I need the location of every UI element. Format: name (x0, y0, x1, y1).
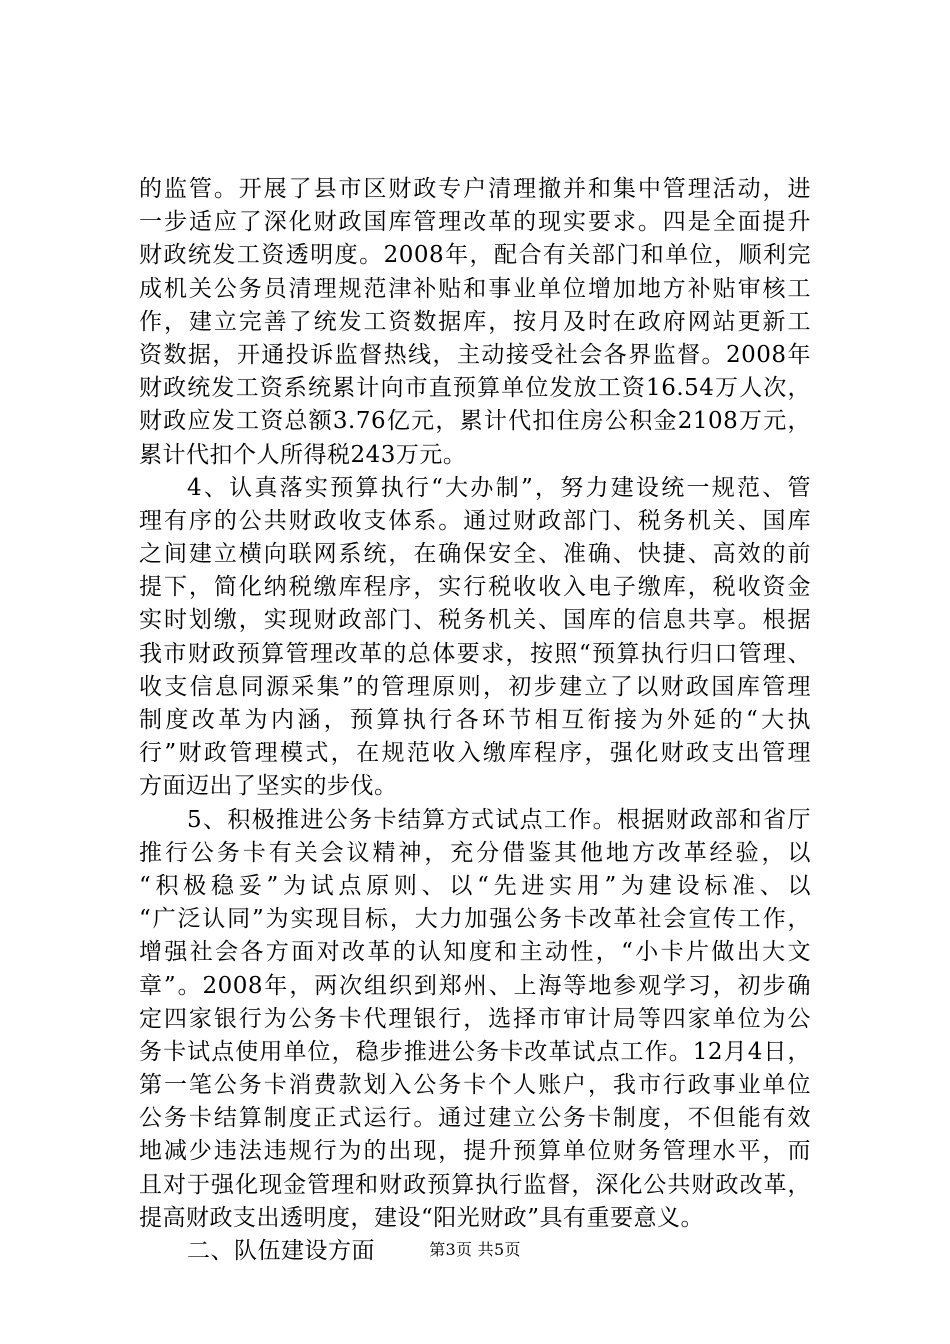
text-line: 资数据，开通投诉监督热线，主动接受社会各界监督。2008年 (139, 341, 811, 368)
text-line: 第一笔公务卡消费款划入公务卡个人账户，我市行政事业单位 (139, 1072, 811, 1099)
text-line: 方面迈出了坚实的步伐。 (139, 773, 398, 800)
page-footer (0, 1240, 950, 1260)
section-heading: 二、队伍建设方面 (187, 1238, 375, 1264)
text-line: 财政应发工资总额3.76亿元，累计代扣住房公积金2108万元， (139, 408, 811, 435)
text-line: 章”。2008年，两次组织到郑州、上海等地参观学习，初步确 (139, 972, 811, 999)
page-number: 第3页 共5页 (429, 1240, 521, 1259)
document-body (139, 173, 811, 1268)
text-line: 行”财政管理模式，在规范收入缴库程序，强化财政支出管理 (139, 740, 811, 767)
text-line: 且对于强化现金管理和财政预算执行监督，深化公共财政改革， (139, 1171, 811, 1198)
text-line: 累计代扣个人所得税243万元。 (139, 441, 467, 468)
text-line: “积极稳妥”为试点原则、以“先进实用”为建设标准、以 (139, 872, 811, 899)
text-line: 一步适应了深化财政国库管理改革的现实要求。四是全面提升 (139, 209, 811, 236)
text-line: 推行公务卡有关会议精神，充分借鉴其他地方改革经验，以 (139, 839, 811, 866)
text-line: 务卡试点使用单位，稳步推进公务卡改革试点工作。12月4日， (139, 1038, 811, 1065)
text-line: 成机关公务员清理规范津补贴和事业单位增加地方补贴审核工 (139, 275, 811, 302)
text-line: 的监管。开展了县市区财政专户清理撤并和集中管理活动，进 (139, 176, 811, 202)
paragraph-5-start: 5、积极推进公务卡结算方式试点工作。根据财政部和省厅 (187, 806, 811, 833)
text-line: 地减少违法违规行为的出现，提升预算单位财务管理水平，而 (139, 1138, 811, 1165)
text-line: 实时划缴，实现财政部门、税务机关、国库的信息共享。根据 (139, 607, 811, 634)
text-line: 财政统发工资系统累计向市直预算单位发放工资16.54万人次， (139, 375, 811, 402)
text-line: 增强社会各方面对改革的认知度和主动性，“小卡片做出大文 (139, 939, 811, 966)
text-line: “广泛认同”为实现目标，大力加强公务卡改革社会宣传工作， (139, 906, 811, 933)
text-line: 收支信息同源采集”的管理原则，初步建立了以财政国库管理 (139, 673, 811, 700)
text-line: 提下，简化纳税缴库程序，实行税收收入电子缴库，税收资金 (139, 574, 811, 601)
text-line: 制度改革为内涵，预算执行各环节相互衔接为外延的“大执 (139, 707, 811, 733)
text-line: 我市财政预算管理改革的总体要求，按照“预算执行归口管理、 (139, 640, 811, 667)
text-line: 公务卡结算制度正式运行。通过建立公务卡制度，不但能有效 (139, 1105, 811, 1132)
text-line: 之间建立横向联网系统，在确保安全、准确、快捷、高效的前 (139, 541, 811, 568)
text-line: 财政统发工资透明度。2008年，配合有关部门和单位，顺利完 (139, 242, 811, 269)
text-line: 定四家银行为公务卡代理银行，选择市审计局等四家单位为公 (139, 1005, 811, 1032)
text-line: 理有序的公共财政收支体系。通过财政部门、税务机关、国库 (139, 507, 811, 534)
text-line: 作，建立完善了统发工资数据库，按月及时在政府网站更新工 (139, 308, 811, 335)
paragraph-4-start: 4、认真落实预算执行“大办制”，努力建设统一规范、管 (187, 474, 811, 501)
text-line: 提高财政支出透明度，建设“阳光财政”具有重要意义。 (139, 1204, 705, 1231)
